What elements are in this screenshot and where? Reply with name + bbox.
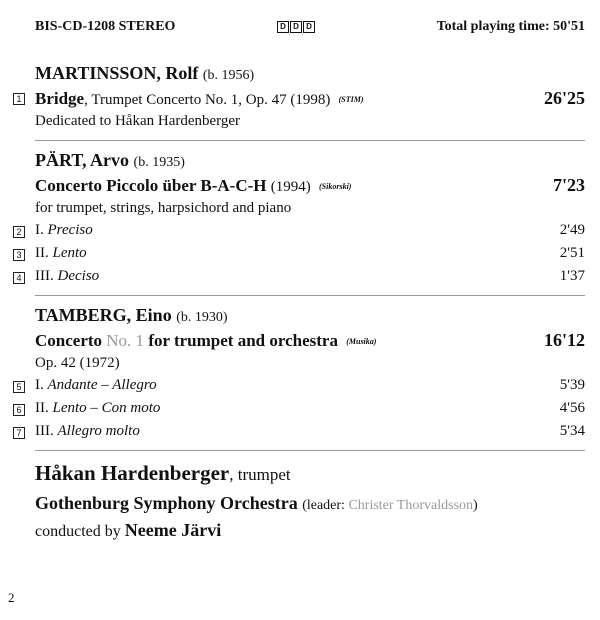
movement [35, 268, 99, 285]
track-number: 4 [13, 272, 25, 284]
composer-name: MARTINSSON, Rolf [35, 63, 199, 83]
composer-part [35, 150, 185, 171]
composer-martinsson [35, 63, 254, 84]
movement-number: III. [35, 423, 54, 439]
movement [35, 222, 93, 239]
movement-number: I. [35, 222, 44, 238]
publisher: (STIM) [338, 95, 364, 104]
scoring: for trumpet, strings, harpsichord and piano [35, 200, 292, 216]
movement-number: II. [35, 245, 49, 261]
composer-dates: (b. 1930) [176, 310, 228, 325]
leader-close: ) [473, 498, 478, 513]
movement-name: Lento [52, 245, 87, 261]
movement [35, 377, 157, 394]
movement-number: II. [35, 400, 49, 416]
movement [35, 423, 140, 440]
movement-duration: 2'51 [559, 245, 585, 261]
ddd-recording-code [277, 21, 315, 33]
conducted-by-label: conducted by [35, 523, 125, 540]
leader-label: (leader: [302, 498, 349, 513]
ddd-box: D [290, 21, 302, 33]
movement-name: Deciso [57, 268, 100, 284]
soloist-name: Håkan Hardenberger [35, 461, 230, 485]
orchestra-credit [35, 493, 478, 514]
work-title-tamberg-concerto [35, 331, 376, 351]
work-duration: 7'23 [552, 175, 585, 195]
work-duration: 16'12 [543, 330, 585, 350]
movement-duration: 5'34 [559, 423, 585, 439]
catalog-number: BIS-CD-1208 STEREO [35, 19, 176, 34]
conductor-credit [35, 520, 221, 541]
work-title-bridge [35, 89, 364, 109]
orchestra-name: Gothenburg Symphony Orchestra [35, 493, 298, 513]
section-divider [35, 295, 585, 296]
movement-duration: 2'49 [559, 222, 585, 238]
soloist-role: , trumpet [229, 465, 291, 484]
movement-duration: 4'56 [559, 400, 585, 416]
soloist-credit [35, 461, 291, 486]
work-duration: 26'25 [543, 88, 585, 108]
work-year: (1994) [270, 179, 311, 195]
movement [35, 400, 160, 417]
movement-duration: 5'39 [559, 377, 585, 393]
movement-name: Preciso [47, 222, 93, 238]
track-number: 2 [13, 226, 25, 238]
movement-name: Andante – Allegro [47, 377, 157, 393]
work-number: No. 1 [106, 331, 145, 350]
section-divider [35, 450, 585, 451]
track-number: 1 [13, 93, 25, 105]
ddd-box: D [277, 21, 289, 33]
opus: Op. 42 (1972) [35, 355, 120, 371]
track-number: 7 [13, 427, 25, 439]
dedication: Dedicated to Håkan Hardenberger [35, 113, 241, 129]
movement-duration: 1'37 [559, 268, 585, 284]
movement-name: Allegro molto [57, 423, 140, 439]
movement-number: III. [35, 268, 54, 284]
work-title: Concerto Piccolo über B-A-C-H [35, 176, 267, 195]
movement-name: Lento – Con moto [52, 400, 161, 416]
composer-tamberg [35, 305, 228, 326]
publisher: (Sikorski) [319, 182, 352, 191]
track-number: 3 [13, 249, 25, 261]
page-number: 2 [8, 590, 15, 605]
work-title: Bridge [35, 89, 85, 108]
track-number: 6 [13, 404, 25, 416]
total-playing-time: Total playing time: 50'51 [436, 19, 585, 34]
work-title-concerto-piccolo [35, 176, 351, 196]
composer-dates: (b. 1956) [202, 68, 255, 83]
track-number: 5 [13, 381, 25, 393]
composer-name: PÄRT, Arvo [35, 150, 130, 170]
leader-credit [302, 498, 478, 513]
publisher: (Musika) [346, 337, 377, 346]
leader-name: Christer Thorvaldsson [348, 498, 474, 513]
work-title-part: for trumpet and orchestra [144, 331, 338, 350]
section-divider [35, 140, 585, 141]
composer-name: TAMBERG, Eino [35, 305, 172, 325]
work-title-part: Concerto [35, 331, 107, 350]
composer-dates: (b. 1935) [133, 155, 185, 170]
movement [35, 245, 87, 262]
conductor-name: Neeme Järvi [124, 520, 222, 540]
movement-number: I. [35, 377, 44, 393]
work-subtitle: , Trumpet Concerto No. 1, Op. 47 (1998) [84, 92, 331, 108]
ddd-box: D [303, 21, 315, 33]
